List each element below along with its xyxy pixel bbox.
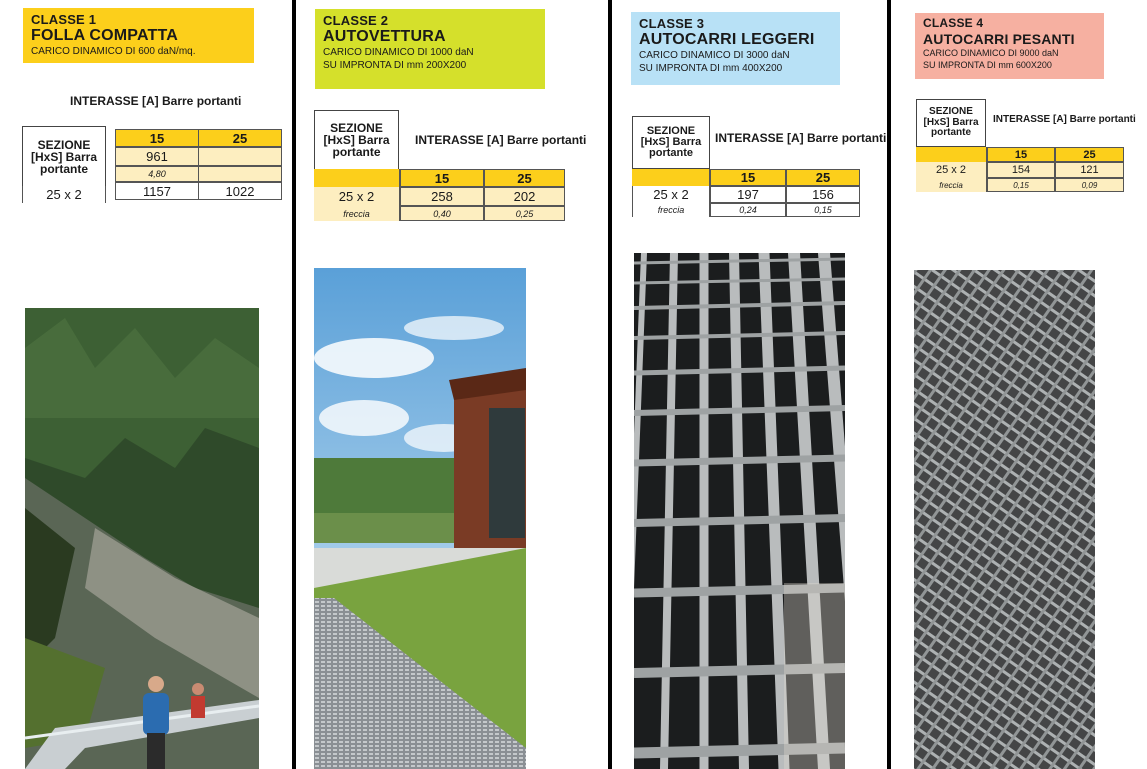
sezione-label: SEZIONE [HxS] Barra portante (916, 99, 986, 147)
class-load: CARICO DINAMICO DI 600 daN/mq. (31, 46, 196, 57)
freccia-label: freccia (632, 203, 710, 217)
class-footprint: SU IMPRONTA DI mm 200X200 (323, 60, 467, 71)
table-cell: 4,80 (115, 166, 199, 182)
class-2-header (315, 9, 545, 89)
class-label: CLASSE 3 (639, 16, 705, 31)
section-value: 25 x 2 (22, 186, 106, 203)
table-cell: 0,24 (710, 203, 786, 217)
table-cell: 0,15 (786, 203, 860, 217)
table-col-header: 25 (198, 129, 282, 147)
table-header-blank (314, 169, 400, 187)
class-footprint: SU IMPRONTA DI mm 400X200 (639, 63, 783, 74)
interasse-label: INTERASSE [A] Barre portanti (415, 133, 587, 147)
table-cell: 197 (710, 186, 786, 203)
sezione-label: SEZIONE [HxS] Barra portante (314, 110, 399, 170)
class-3-header (631, 12, 840, 85)
table-cell: 0,09 (1055, 178, 1124, 192)
table-cell: 154 (987, 162, 1055, 178)
sezione-label: SEZIONE [HxS] Barra portante (22, 126, 106, 186)
table-cell: 202 (484, 187, 565, 206)
column-divider (887, 0, 891, 769)
table-cell: 1157 (115, 182, 199, 200)
table-cell: 1022 (198, 182, 282, 200)
table-col-header: 15 (115, 129, 199, 147)
class-footprint: SU IMPRONTA DI mm 600X200 (923, 60, 1052, 70)
section-value: 25 x 2 (314, 187, 400, 206)
table-cell (198, 166, 282, 182)
sezione-label: SEZIONE [HxS] Barra portante (632, 116, 710, 169)
table-cell: 961 (115, 147, 199, 166)
dense-steel-grating-image (914, 270, 1095, 769)
interasse-label: INTERASSE [A] Barre portanti (70, 94, 242, 108)
class-4-header (915, 13, 1104, 79)
table-cell (198, 147, 282, 166)
column-divider (608, 0, 612, 769)
table-col-header: 15 (400, 169, 484, 187)
building-with-grating-path-image (314, 268, 526, 769)
people-walking-on-walkway-image (25, 308, 259, 769)
steel-grating-closeup-image (634, 253, 845, 769)
table-col-header: 25 (1055, 147, 1124, 162)
freccia-label: freccia (916, 178, 987, 192)
class-name: AUTOVETTURA (323, 28, 446, 45)
class-load: CARICO DINAMICO DI 1000 daN (323, 47, 474, 58)
table-col-header: 25 (484, 169, 565, 187)
class-load: CARICO DINAMICO DI 3000 daN (639, 50, 790, 61)
section-value: 25 x 2 (916, 162, 987, 178)
interasse-label: INTERASSE [A] Barre portanti (993, 114, 1136, 125)
table-cell: 121 (1055, 162, 1124, 178)
class-name: AUTOCARRI LEGGERI (639, 31, 815, 48)
class-1-header (23, 8, 254, 63)
table-cell: 0,40 (400, 206, 484, 221)
section-value: 25 x 2 (632, 186, 710, 203)
table-cell: 0,15 (987, 178, 1055, 192)
freccia-label: freccia (314, 206, 400, 221)
table-cell: 258 (400, 187, 484, 206)
class-load: CARICO DINAMICO DI 9000 daN (923, 48, 1059, 58)
class-label: CLASSE 2 (323, 13, 389, 28)
table-header-blank (916, 147, 987, 162)
table-col-header: 15 (710, 169, 786, 186)
class-label: CLASSE 1 (31, 12, 97, 27)
table-cell: 156 (786, 186, 860, 203)
table-col-header: 25 (786, 169, 860, 186)
class-name: AUTOCARRI PESANTI (923, 31, 1075, 47)
class-name: FOLLA COMPATTA (31, 27, 179, 44)
column-divider (292, 0, 296, 769)
table-header-blank (632, 169, 710, 186)
table-col-header: 15 (987, 147, 1055, 162)
table-cell: 0,25 (484, 206, 565, 221)
class-label: CLASSE 4 (923, 16, 984, 30)
interasse-label: INTERASSE [A] Barre portanti (715, 131, 887, 145)
